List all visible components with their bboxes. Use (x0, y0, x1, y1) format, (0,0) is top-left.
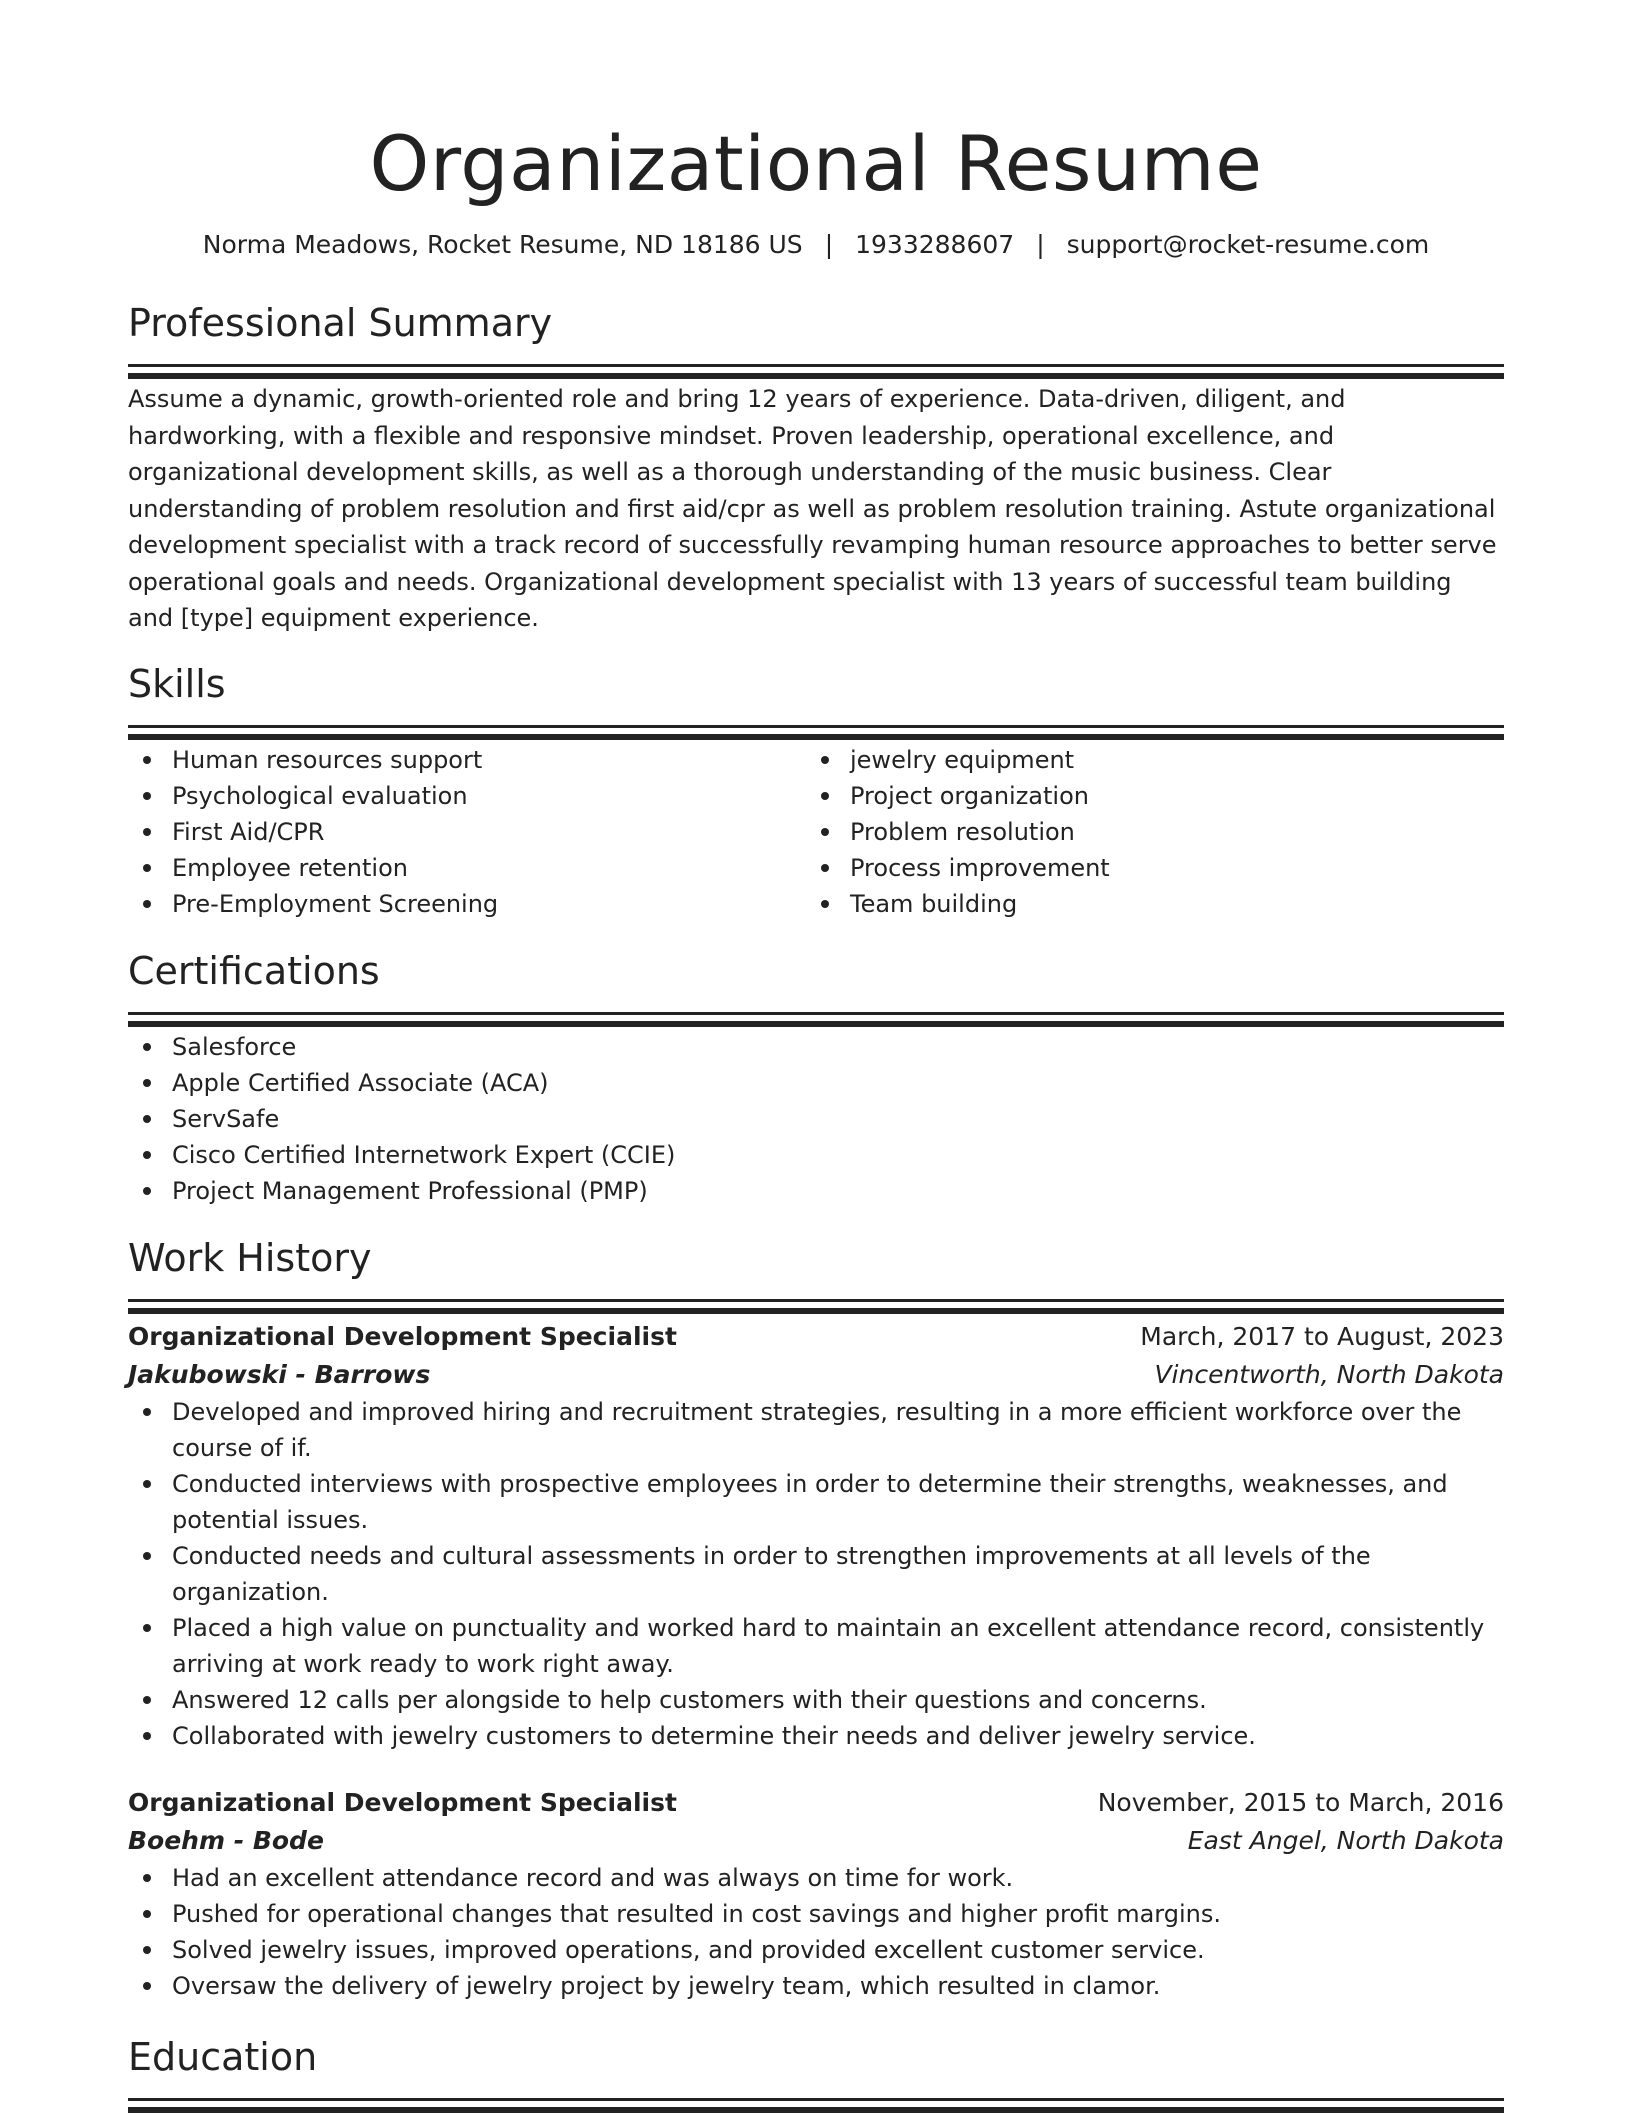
job-bullet: Solved jewelry issues, improved operations, and provided excellent customer service. (128, 1932, 1504, 1968)
job-bullets (128, 1394, 1504, 1754)
job-location: East Angel, North Dakota (1187, 1825, 1504, 1855)
job-entry (128, 1784, 1504, 2004)
section-heading: Professional Summary (128, 301, 553, 345)
certification-item: Apple Certified Associate (ACA) (128, 1065, 1504, 1101)
job-company-row (128, 1356, 1504, 1394)
contact-phone: 1933288607 (855, 230, 1015, 259)
job-entry (128, 1318, 1504, 1754)
contact-address: Norma Meadows, Rocket Resume, ND 18186 US (202, 230, 803, 259)
job-dates: November, 2015 to March, 2016 (1097, 1787, 1504, 1817)
certification-item: Salesforce (128, 1029, 1504, 1065)
job-location: Vincentworth, North Dakota (1154, 1359, 1504, 1389)
contact-line (128, 228, 1504, 262)
job-header-row (128, 1784, 1504, 1822)
section-divider (128, 364, 1504, 367)
contact-separator: | (1036, 230, 1045, 259)
job-header-row (128, 1318, 1504, 1356)
contact-separator: | (824, 230, 834, 259)
section-heading: Education (128, 2034, 318, 2079)
job-bullet: Placed a high value on punctuality and worked hard to maintain an excellent attendance record, consistently arriving at work ready to work right away. (128, 1610, 1504, 1682)
certification-item: ServSafe (128, 1101, 1504, 1137)
job-bullet: Pushed for operational changes that resulted in cost savings and higher profit margins. (128, 1896, 1504, 1932)
job-company: Boehm - Bode (128, 1825, 324, 1855)
work-history-section (128, 1233, 1504, 2004)
skills-grid (128, 742, 1504, 922)
skill-item: Team building (806, 886, 1484, 922)
section-divider (128, 1012, 1504, 1015)
jobs-list (128, 1318, 1504, 2004)
skill-item: Employee retention (128, 850, 806, 886)
education-section (128, 2032, 1504, 2101)
summary-text: Assume a dynamic, growth-oriented role and bring 12 years of experience. Data-driven, diligent, and hardworking, with a flexible and responsive mindset. Proven leadership, operational excellence, and organizational development skills, as well as a thorough understanding of the music business. Clear understanding of problem resolution and first aid/cpr as well as problem resolution training. Astute organizational development specialist with a track record of successfully revamping human resource approaches to better serve operational goals and needs. Organizational development specialist with 13 years of successful team building and [type] equipment experience. (128, 385, 1497, 632)
job-bullet: Conducted interviews with prospective employees in order to determine their strengths, weaknesses, and potential issues. (128, 1466, 1504, 1538)
certifications-section (128, 946, 1504, 1209)
job-title: Organizational Development Specialist (128, 1321, 677, 1351)
certification-item: Cisco Certified Internetwork Expert (CCIE) (128, 1137, 1504, 1173)
job-bullets (128, 1860, 1504, 2004)
skill-item: First Aid/CPR (128, 814, 806, 850)
skill-item: Psychological evaluation (128, 778, 806, 814)
section-divider (128, 2098, 1504, 2101)
contact-email[interactable]: support@rocket-resume.com (1066, 230, 1430, 259)
job-title: Organizational Development Specialist (128, 1787, 677, 1817)
skill-item: Problem resolution (806, 814, 1484, 850)
section-divider (128, 725, 1504, 728)
certification-item: Project Management Professional (PMP) (128, 1173, 1504, 1209)
professional-summary-section (128, 298, 1504, 637)
section-heading: Work History (128, 1235, 372, 1280)
skills-section (128, 659, 1504, 922)
job-bullet: Conducted needs and cultural assessments in order to strengthen improvements at all levels of the organization. (128, 1538, 1504, 1610)
resume-title: Organizational Resume (369, 119, 1263, 208)
skill-item: jewelry equipment (806, 742, 1484, 778)
skill-item: Process improvement (806, 850, 1484, 886)
resume-page (128, 0, 1504, 2101)
section-heading: Certifications (128, 948, 380, 993)
job-bullet: Answered 12 calls per alongside to help customers with their questions and concerns. (128, 1682, 1504, 1718)
skills-left-list (128, 742, 806, 922)
job-bullet: Had an excellent attendance record and was always on time for work. (128, 1860, 1504, 1896)
job-dates: March, 2017 to August, 2023 (1140, 1321, 1504, 1351)
certifications-list (128, 1029, 1504, 1209)
skills-right-list (806, 742, 1484, 922)
job-company-row (128, 1822, 1504, 1860)
section-heading: Skills (128, 661, 226, 706)
job-bullet: Developed and improved hiring and recruitment strategies, resulting in a more efficient workforce over the course of if. (128, 1394, 1504, 1466)
job-company: Jakubowski - Barrows (128, 1359, 431, 1389)
section-divider (128, 1299, 1504, 1302)
job-bullet: Collaborated with jewelry customers to determine their needs and deliver jewelry service. (128, 1718, 1504, 1754)
skill-item: Project organization (806, 778, 1484, 814)
job-bullet: Oversaw the delivery of jewelry project by jewelry team, which resulted in clamor. (128, 1968, 1504, 2004)
skill-item: Human resources support (128, 742, 806, 778)
skill-item: Pre-Employment Screening (128, 886, 806, 922)
